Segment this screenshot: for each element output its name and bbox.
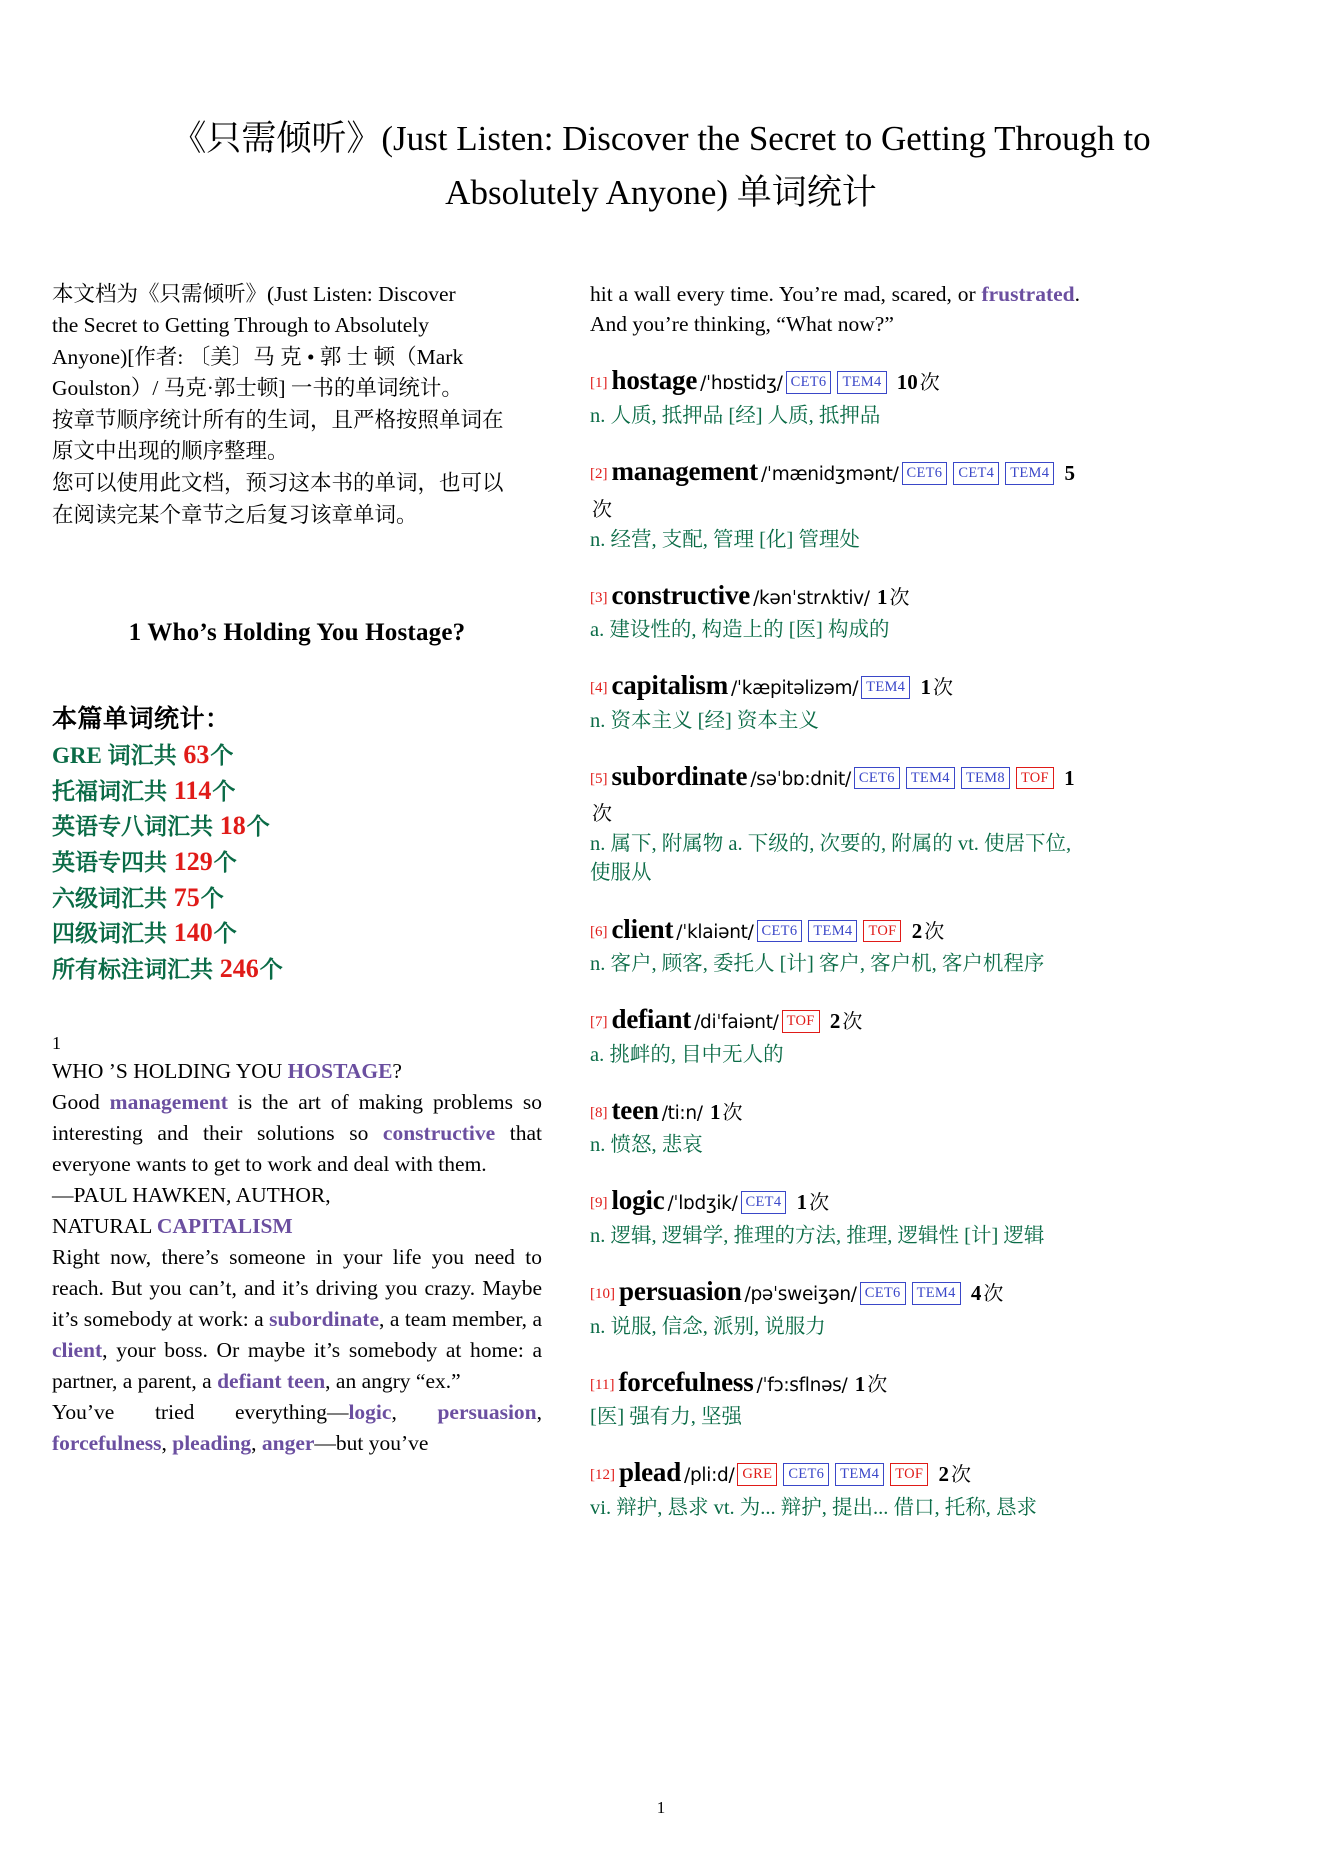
entry-definition: n. 客户, 顾客, 委托人 [计] 客户, 客户机, 客户机程序 [590, 953, 1045, 976]
vocabulary-entry [590, 1271, 1080, 1342]
vocabulary-entry [590, 665, 1080, 736]
keyword-forcefulness: forcefulness [52, 1430, 162, 1455]
keyword-logic: logic [348, 1399, 392, 1424]
keyword-persuasion: persuasion [437, 1399, 537, 1424]
vocabulary-entry [590, 909, 1080, 980]
statistics-row [52, 737, 542, 773]
statistics-label: 英语专八词汇共 [52, 814, 219, 840]
entry-occurrence-unit: 次 [842, 1011, 863, 1034]
statistics-value: 129 [173, 847, 213, 877]
statistics-value: 114 [173, 775, 212, 805]
excerpt-p5-b: , a team member, a [379, 1307, 543, 1332]
entry-index: [8] [590, 1104, 608, 1121]
keyword-defiant-teen: defiant teen [217, 1368, 326, 1393]
entry-tag-badge: CET6 [854, 767, 900, 790]
excerpt-p7-b: . And you’re thinking, “What now?” [590, 281, 1080, 337]
keyword-capitalism: CAPITALISM [156, 1214, 293, 1239]
entry-word[interactable]: logic [611, 1185, 665, 1216]
entry-phonetic: /ˈhɒstidʒ/ [700, 373, 783, 395]
entry-phonetic: /pli:d/ [684, 1465, 735, 1487]
entry-phonetic: /ˈklaiənt/ [676, 921, 754, 943]
excerpt-body-2 [52, 1397, 542, 1459]
vocabulary-entry [590, 1180, 1080, 1251]
intro-line-6: 原文中出现的顺序整理。 [52, 439, 289, 464]
two-column-body [0, 279, 1322, 1523]
intro-line-7: 您可以使用此文档，预习这本书的单词，也可以 [52, 471, 504, 496]
entry-index: [4] [590, 680, 608, 697]
entry-header [590, 1362, 1080, 1403]
entry-index: [10] [590, 1286, 615, 1302]
statistics-value: 18 [219, 811, 246, 841]
entry-occurrence-count: 2 [824, 1009, 841, 1034]
entry-phonetic: /diˈfaiənt/ [694, 1012, 779, 1034]
excerpt-p2-c: that everyone wants to get to work and deal with them. [52, 1121, 542, 1177]
excerpt-source [52, 1211, 542, 1242]
entry-phonetic: /ˈmænidʒmənt/ [760, 464, 899, 486]
entry-occurrence-unit: 次 [809, 1192, 830, 1215]
entry-definition: [医] 强有力, 坚强 [590, 1406, 743, 1429]
entry-word[interactable]: forcefulness [618, 1366, 754, 1397]
entry-word[interactable]: hostage [611, 365, 698, 396]
entry-definition: n. 经营, 支配, 管理 [化] 管理处 [590, 528, 860, 551]
keyword-frustrated: frustrated [981, 281, 1075, 306]
statistics-unit: 个 [246, 814, 270, 840]
entry-tag-badge: TEM4 [912, 1282, 961, 1305]
entry-tag-badge: TEM8 [961, 767, 1010, 790]
entry-header [590, 1180, 1080, 1221]
statistics-block [52, 699, 542, 986]
statistics-title: 本篇单词统计： [52, 706, 231, 734]
entry-occurrence-unit: 次 [889, 586, 910, 609]
entry-definition: n. 属下, 附属物 a. 下级的, 次要的, 附属的 vt. 使居下位, 使服从 [590, 833, 1072, 885]
keyword-pleading: pleading [172, 1430, 252, 1455]
entry-index: [3] [590, 589, 608, 606]
entry-word[interactable]: subordinate [611, 760, 748, 791]
entry-word[interactable]: teen [611, 1094, 659, 1125]
keyword-client: client [52, 1338, 103, 1362]
entry-occurrence-count: 1 [791, 1190, 808, 1215]
entry-tag-badge: CET6 [902, 462, 948, 485]
entry-phonetic: /ˈfɔ:sflnəs/ [756, 1374, 848, 1396]
entry-occurrence-count: 5 [1059, 461, 1075, 486]
intro-line-1: 本文档为《只需倾听》(Just Listen: Discover [52, 281, 456, 306]
entry-word[interactable]: constructive [611, 579, 751, 610]
excerpt-line-number: 1 [52, 1032, 61, 1053]
entry-index: [1] [590, 375, 608, 392]
entry-phonetic: /ˈlɒdʒik/ [667, 1193, 738, 1215]
excerpt-quote [52, 1087, 542, 1180]
vocabulary-entry [590, 360, 1080, 431]
entry-tag-badge: TOF [863, 920, 901, 943]
statistics-unit: 个 [213, 921, 237, 947]
excerpt-p1-b: ? [392, 1059, 402, 1084]
statistics-label: GRE 词汇共 [52, 743, 183, 769]
excerpt-p6-d: , [161, 1430, 173, 1455]
excerpt-p2-a: Good [52, 1090, 110, 1115]
excerpt-p7 [590, 279, 1080, 341]
statistics-row [52, 808, 542, 844]
intro-line-8: 在阅读完某个章节之后复习该章单词。 [52, 502, 418, 527]
entry-definition: n. 逻辑, 逻辑学, 推理的方法, 推理, 逻辑性 [计] 逻辑 [590, 1224, 1045, 1247]
intro-line-2: the Secret to Getting Through to Absolutely [52, 313, 429, 338]
entry-header [590, 360, 1080, 401]
statistics-row [52, 773, 542, 809]
vocabulary-entry-list [590, 360, 1080, 1522]
entry-tag-badge: TEM4 [1005, 462, 1054, 485]
excerpt-p6-c: , [536, 1399, 543, 1424]
intro-line-5: 按章节顺序统计所有的生词，且严格按照单词在 [52, 407, 504, 432]
statistics-unit: 个 [213, 850, 237, 876]
entry-word[interactable]: defiant [611, 1004, 692, 1035]
statistics-label: 所有标注词汇共 [52, 956, 219, 982]
entry-definition: a. 建设性的, 构造上的 [医] 构成的 [590, 619, 890, 642]
statistics-unit: 个 [259, 956, 283, 982]
entry-phonetic: /səˈbɒ:dnit/ [750, 768, 851, 790]
entry-occurrence-unit: 次 [932, 677, 953, 700]
statistics-list [52, 737, 542, 986]
entry-definition: a. 挑衅的, 目中无人的 [590, 1043, 784, 1066]
entry-header [590, 1090, 1080, 1131]
entry-phonetic: /ti:n/ [661, 1102, 703, 1124]
keyword-management: management [109, 1090, 228, 1115]
entry-occurrence-count: 1 [871, 584, 888, 609]
excerpt-attribution: —PAUL HAWKEN, AUTHOR, [52, 1183, 331, 1208]
statistics-row [52, 951, 542, 987]
entry-occurrence-unit: 次 [919, 372, 940, 395]
entry-tag-badge: TEM4 [837, 371, 886, 394]
entry-word[interactable]: persuasion [619, 1276, 742, 1306]
entry-index: [2] [590, 466, 608, 483]
vocabulary-entry [590, 756, 1080, 889]
entry-index: [5] [590, 770, 608, 787]
keyword-subordinate: subordinate [269, 1307, 380, 1332]
excerpt-p6-f: —but you’ve [314, 1430, 429, 1455]
entry-occurrence-count: 2 [933, 1462, 949, 1487]
entry-index: [12] [590, 1467, 615, 1484]
vocabulary-entry [590, 1362, 1080, 1433]
intro-paragraph [52, 279, 542, 532]
vocabulary-entry [590, 451, 1080, 555]
left-column [52, 279, 542, 1523]
entry-definition: vi. 辩护, 恳求 vt. 为... 辩护, 提出... 借口, 托称, 恳求 [590, 1496, 1038, 1519]
entry-phonetic: /ˈkæpitəlizəm/ [731, 678, 859, 700]
entry-tag-badge: CET6 [860, 1282, 906, 1305]
entry-index: [11] [590, 1376, 615, 1393]
excerpt-p1-a: WHO ’S HOLDING YOU [52, 1059, 288, 1084]
entry-header [590, 575, 1080, 616]
statistics-label: 四级词汇共 [52, 921, 173, 947]
entry-occurrence-count: 1 [1058, 765, 1075, 790]
entry-occurrence-count: 4 [965, 1281, 982, 1305]
intro-line-3: Anyone)[作者: 〔美〕马 克 • 郭 士 顿（Mark [52, 344, 464, 369]
keyword-hostage: HOSTAGE [287, 1059, 393, 1084]
entry-definition: n. 人质, 抵押品 [经] 人质, 抵押品 [590, 404, 881, 427]
entry-phonetic: /pəˈsweiʒən/ [744, 1284, 857, 1305]
excerpt-body-1 [52, 1242, 542, 1397]
statistics-value: 75 [173, 882, 200, 912]
entry-tag-badge: TOF [782, 1010, 820, 1033]
excerpt-continuation [590, 279, 1080, 341]
entry-occurrence-unit: 次 [592, 803, 612, 826]
entry-tag-badge: CET6 [783, 1463, 829, 1486]
excerpt-p4-a: NATURAL [52, 1214, 157, 1239]
statistics-row [52, 880, 542, 916]
entry-tag-badge: TOF [1016, 767, 1054, 790]
entry-definition: n. 愤怒, 悲哀 [590, 1134, 703, 1157]
entry-tag-badge: TEM4 [808, 920, 857, 943]
entry-definition: n. 说服, 信念, 派别, 说服力 [590, 1315, 826, 1338]
statistics-row [52, 844, 542, 880]
statistics-unit: 个 [200, 885, 224, 911]
entry-definition: n. 资本主义 [经] 资本主义 [590, 709, 819, 732]
entry-tag-badge: CET6 [786, 371, 832, 394]
excerpt-p6-b: , [391, 1399, 438, 1424]
entry-tag-badge: GRE [737, 1463, 777, 1486]
entry-occurrence-unit: 次 [951, 1464, 971, 1487]
entry-header [590, 999, 1080, 1040]
vocabulary-entry [590, 999, 1080, 1070]
entry-header [590, 1271, 1080, 1312]
entry-tag-badge: TEM4 [861, 676, 910, 699]
page-title: 《只需倾听》(Just Listen: Discover the Secret to Getting Through to Absolutely Anyone) 单词统计 [171, 119, 1151, 213]
entry-header [590, 1452, 1080, 1493]
entry-header [590, 909, 1080, 950]
entry-occurrence-count: 1 [915, 675, 931, 700]
entry-tag-badge: TEM4 [835, 1463, 884, 1486]
statistics-label: 英语专四共 [52, 850, 173, 876]
entry-word[interactable]: client [611, 913, 674, 944]
entry-header [590, 665, 1080, 706]
entry-occurrence-unit: 次 [867, 1373, 888, 1396]
statistics-unit: 个 [212, 778, 236, 804]
entry-index: [9] [590, 1195, 608, 1212]
excerpt-p5-d: , an angry “ex.” [325, 1368, 461, 1393]
entry-header [590, 756, 1080, 830]
right-column [590, 279, 1080, 1523]
entry-occurrence-count: 1 [704, 1099, 721, 1124]
keyword-constructive: constructive [382, 1121, 496, 1146]
excerpt-p6-a: You’ve tried everything— [52, 1399, 349, 1424]
excerpt-p5-c: , your boss. Or maybe it’s somebody at home: a partner, a parent, a [52, 1338, 542, 1393]
entry-index: [7] [590, 1014, 608, 1031]
statistics-label: 托福词汇共 [52, 778, 173, 804]
excerpt-p6-e: , [251, 1430, 262, 1455]
vocabulary-entry [590, 575, 1080, 646]
entry-tag-badge: CET4 [741, 1191, 787, 1214]
chapter-heading: 1 Who’s Holding You Hostage? [128, 619, 466, 647]
excerpt-p5-a: Right now, there’s someone in your life you need to reach. But you can’t, and it’s driving you crazy. Maybe it’s somebody at work: a [52, 1245, 542, 1332]
entry-occurrence-unit: 次 [983, 1283, 1004, 1305]
entry-word[interactable]: management [611, 456, 758, 487]
statistics-label: 六级词汇共 [52, 885, 173, 911]
statistics-value: 140 [173, 918, 213, 948]
entry-occurrence-unit: 次 [722, 1101, 743, 1124]
keyword-anger: anger [261, 1430, 315, 1455]
excerpt-heading-line [52, 1056, 542, 1087]
excerpt-p7-a: hit a wall every time. You’re mad, scared, or [590, 281, 982, 306]
entry-occurrence-unit: 次 [924, 920, 945, 943]
entry-occurrence-count: 1 [849, 1371, 866, 1396]
vocabulary-entry [590, 1452, 1080, 1523]
vocabulary-entry [590, 1090, 1080, 1161]
excerpt-p2-b: is the art of making problems so interesting and their solutions so [52, 1090, 542, 1146]
book-excerpt [52, 1031, 542, 1459]
entry-index: [6] [590, 923, 608, 940]
entry-phonetic: /kənˈstrʌktiv/ [753, 587, 870, 609]
intro-line-4: Goulston）/ 马克·郭士顿] 一书的单词统计。 [52, 376, 463, 401]
entry-word[interactable]: plead [619, 1457, 682, 1488]
page-number: 1 [656, 1798, 666, 1817]
entry-tag-badge: TOF [890, 1463, 928, 1486]
entry-header [590, 451, 1080, 525]
entry-occurrence-count: 2 [906, 918, 923, 943]
statistics-value: 63 [183, 740, 210, 770]
entry-tag-badge: CET6 [757, 920, 803, 943]
statistics-unit: 个 [210, 743, 234, 769]
entry-tag-badge: TEM4 [906, 767, 955, 790]
statistics-value: 246 [219, 953, 259, 983]
entry-occurrence-unit: 次 [592, 498, 612, 521]
entry-tag-badge: CET4 [953, 462, 999, 485]
statistics-row [52, 915, 542, 951]
entry-occurrence-count: 10 [891, 370, 918, 395]
entry-word[interactable]: capitalism [611, 670, 728, 701]
